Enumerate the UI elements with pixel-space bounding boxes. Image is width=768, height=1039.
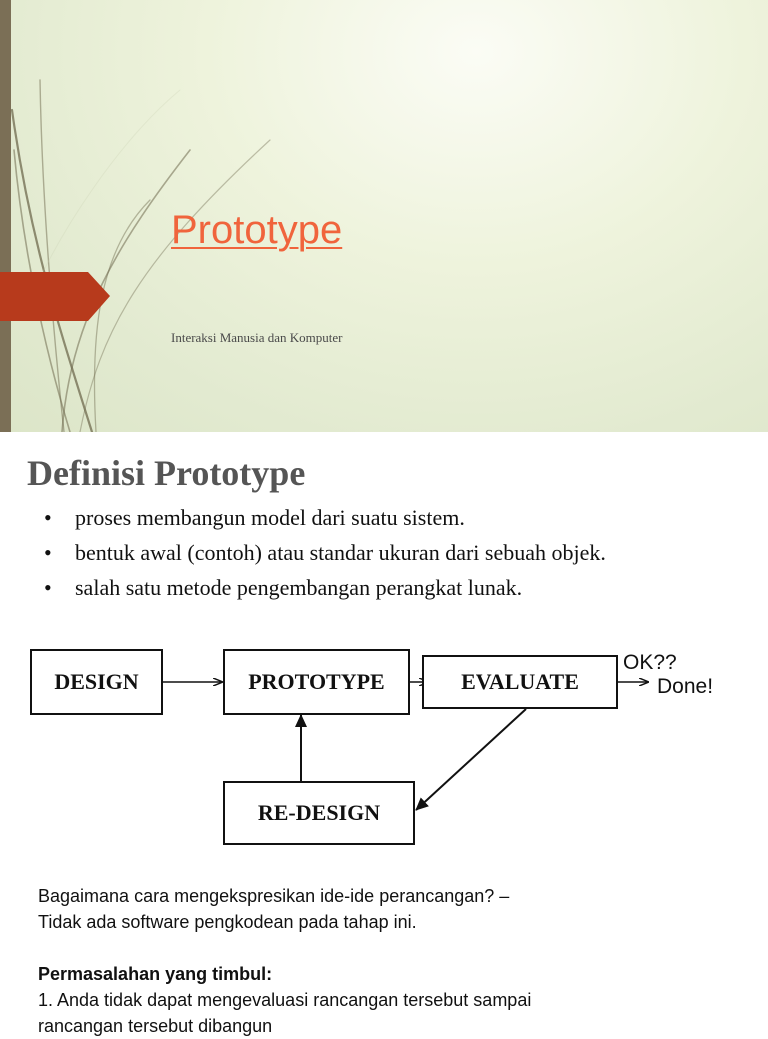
bullet-text: proses membangun model dari suatu sistem.	[75, 505, 465, 530]
title-slide	[0, 0, 768, 432]
slide-subtitle: Interaksi Manusia dan Komputer	[171, 330, 343, 345]
prototype-box: PROTOTYPE	[223, 649, 410, 715]
problem-item-line-2: rancangan tersebut dibangun	[38, 1016, 273, 1036]
bullet-text: salah satu metode pengembangan perangkat lunak.	[75, 575, 523, 600]
evaluate-box: EVALUATE	[422, 655, 618, 709]
bullet-icon: •	[44, 505, 52, 530]
definition-slide	[0, 432, 768, 1036]
question-line-1: Bagaimana cara mengekspresikan ide-ide perancangan? –	[38, 886, 510, 906]
done-label: Done!	[657, 675, 714, 698]
accent-tab-decoration	[0, 272, 110, 321]
decorative-curves	[0, 0, 768, 432]
ok-label: OK??	[623, 651, 677, 674]
bullet-icon: •	[44, 540, 52, 565]
question-line-2: Tidak ada software pengkodean pada tahap ini.	[38, 912, 417, 932]
prototype-flow-diagram	[0, 432, 768, 1024]
problems-heading: Permasalahan yang timbul:	[38, 964, 273, 984]
problem-item-line-1: 1. Anda tidak dapat mengevaluasi rancangan tersebut sampai	[38, 990, 532, 1010]
bullet-icon: •	[44, 575, 52, 600]
arrow-evaluate-to-redesign	[416, 709, 526, 810]
bullet-text: bentuk awal (contoh) atau standar ukuran dari sebuah objek.	[75, 540, 606, 565]
definition-heading: Definisi Prototype	[27, 453, 306, 493]
design-box: DESIGN	[30, 649, 163, 715]
slide-title[interactable]: Prototype	[171, 208, 343, 252]
redesign-box: RE-DESIGN	[223, 781, 415, 845]
